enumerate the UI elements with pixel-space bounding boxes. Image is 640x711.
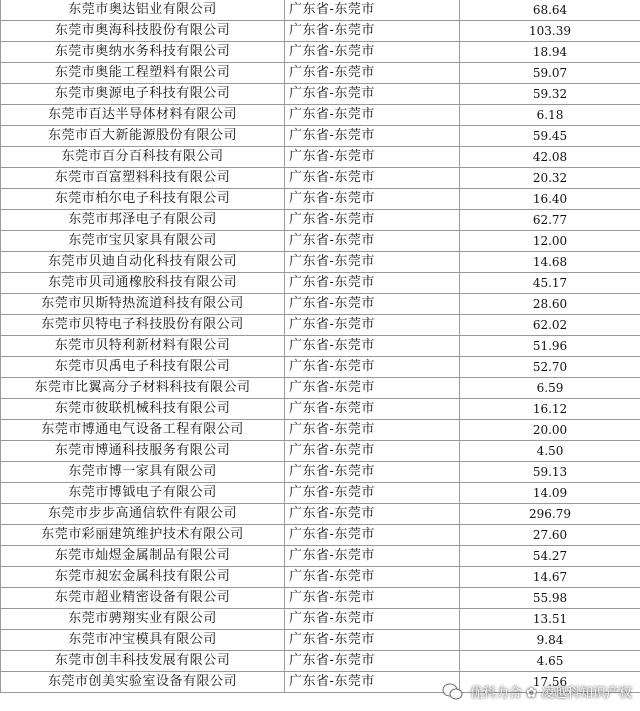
value-cell: 27.60 xyxy=(460,525,640,546)
value-cell: 45.17 xyxy=(460,273,640,294)
table-row xyxy=(1,357,640,378)
company-cell: 东莞市百富塑料科技有限公司 xyxy=(1,168,285,189)
company-cell: 东莞市创美实验室设备有限公司 xyxy=(1,672,285,693)
table-row xyxy=(1,567,640,588)
company-cell: 东莞市奥达铝业有限公司 xyxy=(1,0,285,21)
company-cell: 东莞市奥源电子科技有限公司 xyxy=(1,84,285,105)
company-cell: 东莞市博一家具有限公司 xyxy=(1,462,285,483)
region-cell: 广东省-东莞市 xyxy=(285,252,460,273)
region-cell: 广东省-东莞市 xyxy=(285,483,460,504)
table-row xyxy=(1,273,640,294)
value-cell: 9.84 xyxy=(460,630,640,651)
company-cell: 东莞市柏尔电子科技有限公司 xyxy=(1,189,285,210)
region-cell: 广东省-东莞市 xyxy=(285,42,460,63)
region-cell: 广东省-东莞市 xyxy=(285,630,460,651)
region-cell: 广东省-东莞市 xyxy=(285,273,460,294)
value-cell: 16.40 xyxy=(460,189,640,210)
table-row xyxy=(1,483,640,504)
table-row xyxy=(1,294,640,315)
table-row xyxy=(1,441,640,462)
value-cell: 59.07 xyxy=(460,63,640,84)
table-row xyxy=(1,231,640,252)
company-cell: 东莞市创丰科技发展有限公司 xyxy=(1,651,285,672)
company-cell: 东莞市比翼高分子材料科技有限公司 xyxy=(1,378,285,399)
company-cell: 东莞市贝斯特热流道科技有限公司 xyxy=(1,294,285,315)
region-cell: 广东省-东莞市 xyxy=(285,546,460,567)
region-cell: 广东省-东莞市 xyxy=(285,357,460,378)
value-cell: 103.39 xyxy=(460,21,640,42)
watermark-text: 优科力合 ✿ 凌越科知识产权 xyxy=(469,686,632,701)
value-cell: 6.59 xyxy=(460,378,640,399)
region-cell: 广东省-东莞市 xyxy=(285,189,460,210)
region-cell: 广东省-东莞市 xyxy=(285,378,460,399)
value-cell: 20.00 xyxy=(460,420,640,441)
value-cell: 14.09 xyxy=(460,483,640,504)
value-cell: 59.45 xyxy=(460,126,640,147)
table-row xyxy=(1,399,640,420)
company-cell: 东莞市百分百科技有限公司 xyxy=(1,147,285,168)
region-cell: 广东省-东莞市 xyxy=(285,441,460,462)
company-cell: 东莞市宝贝家具有限公司 xyxy=(1,231,285,252)
company-cell: 东莞市奥纳水务科技有限公司 xyxy=(1,42,285,63)
table-row xyxy=(1,378,640,399)
table-row xyxy=(1,0,640,21)
region-cell: 广东省-东莞市 xyxy=(285,294,460,315)
company-cell: 东莞市彼联机械科技有限公司 xyxy=(1,399,285,420)
value-cell: 55.98 xyxy=(460,588,640,609)
table-row xyxy=(1,651,640,672)
value-cell: 16.12 xyxy=(460,399,640,420)
region-cell: 广东省-东莞市 xyxy=(285,147,460,168)
value-cell: 12.00 xyxy=(460,231,640,252)
watermark xyxy=(442,682,632,701)
region-cell: 广东省-东莞市 xyxy=(285,105,460,126)
value-cell: 4.65 xyxy=(460,651,640,672)
region-cell: 广东省-东莞市 xyxy=(285,672,460,693)
region-cell: 广东省-东莞市 xyxy=(285,420,460,441)
table-row xyxy=(1,147,640,168)
table-row xyxy=(1,168,640,189)
company-cell: 东莞市贝迪自动化科技有限公司 xyxy=(1,252,285,273)
company-cell: 东莞市奥海科技股份有限公司 xyxy=(1,21,285,42)
region-cell: 广东省-东莞市 xyxy=(285,336,460,357)
table-row xyxy=(1,504,640,525)
region-cell: 广东省-东莞市 xyxy=(285,210,460,231)
company-cell: 东莞市骋翔实业有限公司 xyxy=(1,609,285,630)
region-cell: 广东省-东莞市 xyxy=(285,84,460,105)
company-cell: 东莞市博通电气设备工程有限公司 xyxy=(1,420,285,441)
value-cell: 62.02 xyxy=(460,315,640,336)
region-cell: 广东省-东莞市 xyxy=(285,315,460,336)
region-cell: 广东省-东莞市 xyxy=(285,21,460,42)
region-cell: 广东省-东莞市 xyxy=(285,126,460,147)
region-cell: 广东省-东莞市 xyxy=(285,651,460,672)
region-cell: 广东省-东莞市 xyxy=(285,609,460,630)
region-cell: 广东省-东莞市 xyxy=(285,399,460,420)
region-cell: 广东省-东莞市 xyxy=(285,0,460,21)
company-cell: 东莞市贝特利新材料有限公司 xyxy=(1,336,285,357)
value-cell: 6.18 xyxy=(460,105,640,126)
value-cell: 14.67 xyxy=(460,567,640,588)
table-row xyxy=(1,84,640,105)
table-row xyxy=(1,420,640,441)
value-cell: 14.68 xyxy=(460,252,640,273)
value-cell: 51.96 xyxy=(460,336,640,357)
table-row xyxy=(1,462,640,483)
value-cell: 296.79 xyxy=(460,504,640,525)
region-cell: 广东省-东莞市 xyxy=(285,168,460,189)
table-row xyxy=(1,126,640,147)
table-row xyxy=(1,525,640,546)
value-cell: 13.51 xyxy=(460,609,640,630)
value-cell: 62.77 xyxy=(460,210,640,231)
table-row xyxy=(1,63,640,84)
company-cell: 东莞市灿煜金属制品有限公司 xyxy=(1,546,285,567)
region-cell: 广东省-东莞市 xyxy=(285,588,460,609)
value-cell: 17.56 xyxy=(460,672,640,693)
table-body xyxy=(1,0,640,693)
wechat-icon xyxy=(442,683,464,701)
company-cell: 东莞市彩丽建筑维护技术有限公司 xyxy=(1,525,285,546)
company-cell: 东莞市奥能工程塑料有限公司 xyxy=(1,63,285,84)
value-cell: 52.70 xyxy=(460,357,640,378)
region-cell: 广东省-东莞市 xyxy=(285,525,460,546)
company-cell: 东莞市贝司通橡胶科技有限公司 xyxy=(1,273,285,294)
company-cell: 东莞市贝禹电子科技有限公司 xyxy=(1,357,285,378)
company-cell: 东莞市百大新能源股份有限公司 xyxy=(1,126,285,147)
company-cell: 东莞市超业精密设备有限公司 xyxy=(1,588,285,609)
table-row xyxy=(1,42,640,63)
region-cell: 广东省-东莞市 xyxy=(285,504,460,525)
table-row xyxy=(1,546,640,567)
table-row xyxy=(1,336,640,357)
table-row xyxy=(1,315,640,336)
value-cell: 42.08 xyxy=(460,147,640,168)
company-cell: 东莞市博钺电子有限公司 xyxy=(1,483,285,504)
company-cell: 东莞市冲宝模具有限公司 xyxy=(1,630,285,651)
table-row xyxy=(1,630,640,651)
table-row xyxy=(1,588,640,609)
table-row xyxy=(1,252,640,273)
table-row xyxy=(1,21,640,42)
region-cell: 广东省-东莞市 xyxy=(285,462,460,483)
company-cell: 东莞市百达半导体材料有限公司 xyxy=(1,105,285,126)
company-cell: 东莞市昶宏金属科技有限公司 xyxy=(1,567,285,588)
table-row xyxy=(1,210,640,231)
company-cell: 东莞市博通科技服务有限公司 xyxy=(1,441,285,462)
region-cell: 广东省-东莞市 xyxy=(285,63,460,84)
value-cell: 59.32 xyxy=(460,84,640,105)
region-cell: 广东省-东莞市 xyxy=(285,567,460,588)
region-cell: 广东省-东莞市 xyxy=(285,231,460,252)
value-cell: 59.13 xyxy=(460,462,640,483)
value-cell: 20.32 xyxy=(460,168,640,189)
company-cell: 东莞市贝特电子科技股份有限公司 xyxy=(1,315,285,336)
table-row xyxy=(1,105,640,126)
table-row xyxy=(1,609,640,630)
company-cell: 东莞市步步高通信软件有限公司 xyxy=(1,504,285,525)
value-cell: 18.94 xyxy=(460,42,640,63)
value-cell: 68.64 xyxy=(460,0,640,21)
table-row xyxy=(1,189,640,210)
value-cell: 54.27 xyxy=(460,546,640,567)
company-cell: 东莞市邦泽电子有限公司 xyxy=(1,210,285,231)
value-cell: 4.50 xyxy=(460,441,640,462)
value-cell: 28.60 xyxy=(460,294,640,315)
